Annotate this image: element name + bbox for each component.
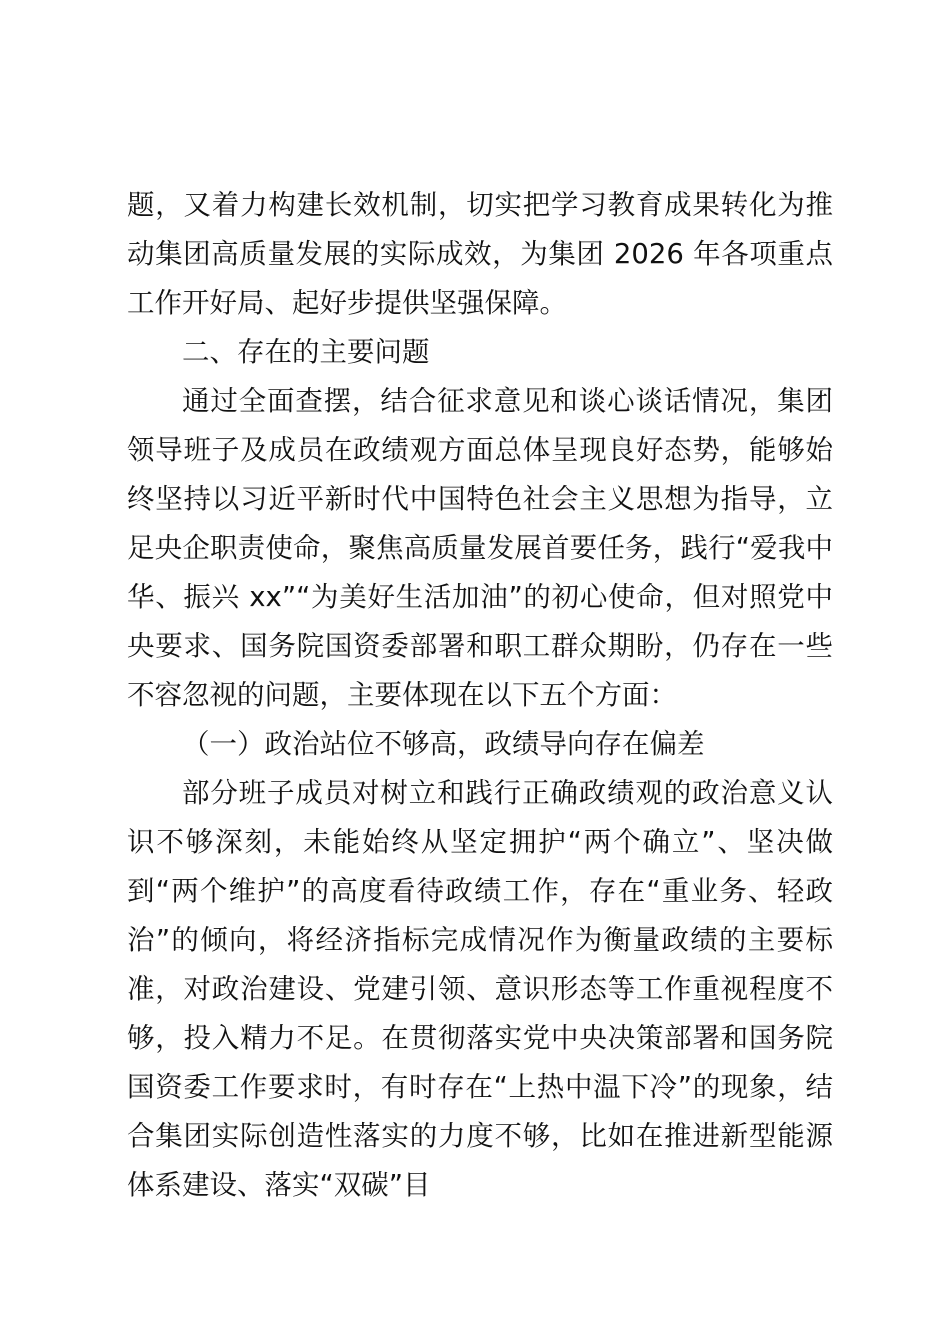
paragraph: 部分班子成员对树立和践行正确政绩观的政治意义认识不够深刻，未能始终从坚定拥护“两个确立”、坚决做到“两个维护”的高度看待政绩工作，存在“重业务、轻政治”的倾向，将经济指标完成情况作为衡量政绩的主要标准，对政治建设、党建引领、意识形态等工作重视程度不够，投入精力不足。在贯彻落实党中央决策部署和国务院国资委工作要求时，有时存在“上热中温下冷”的现象，结合集团实际创造性落实的力度不够，比如在推进新型能源体系建设、落实“双碳”目: [127, 777, 833, 1201]
subsection-heading: （一）政治站位不够高，政绩导向存在偏差: [182, 728, 705, 760]
paragraph: 通过全面查摆，结合征求意见和谈心谈话情况，集团领导班子及成员在政绩观方面总体呈现良好态势，能够始终坚持以习近平新时代中国特色社会主义思想为指导，立足央企职责使命，聚焦高质量发展首要任务，践行“爱我中华、振兴 xx”“为美好生活加油”的初心使命，但对照党中央要求、国务院国资委部署和职工群众期盼，仍存在一些不容忽视的问题，主要体现在以下五个方面：: [127, 385, 833, 711]
document-page: [127, 181, 833, 1210]
paragraph-continuation: 题，又着力构建长效机制，切实把学习教育成果转化为推动集团高质量发展的实际成效，为集团 2026 年各项重点工作开好局、起好步提供坚强保障。: [127, 189, 833, 319]
section-heading: 二、存在的主要问题: [182, 336, 430, 368]
